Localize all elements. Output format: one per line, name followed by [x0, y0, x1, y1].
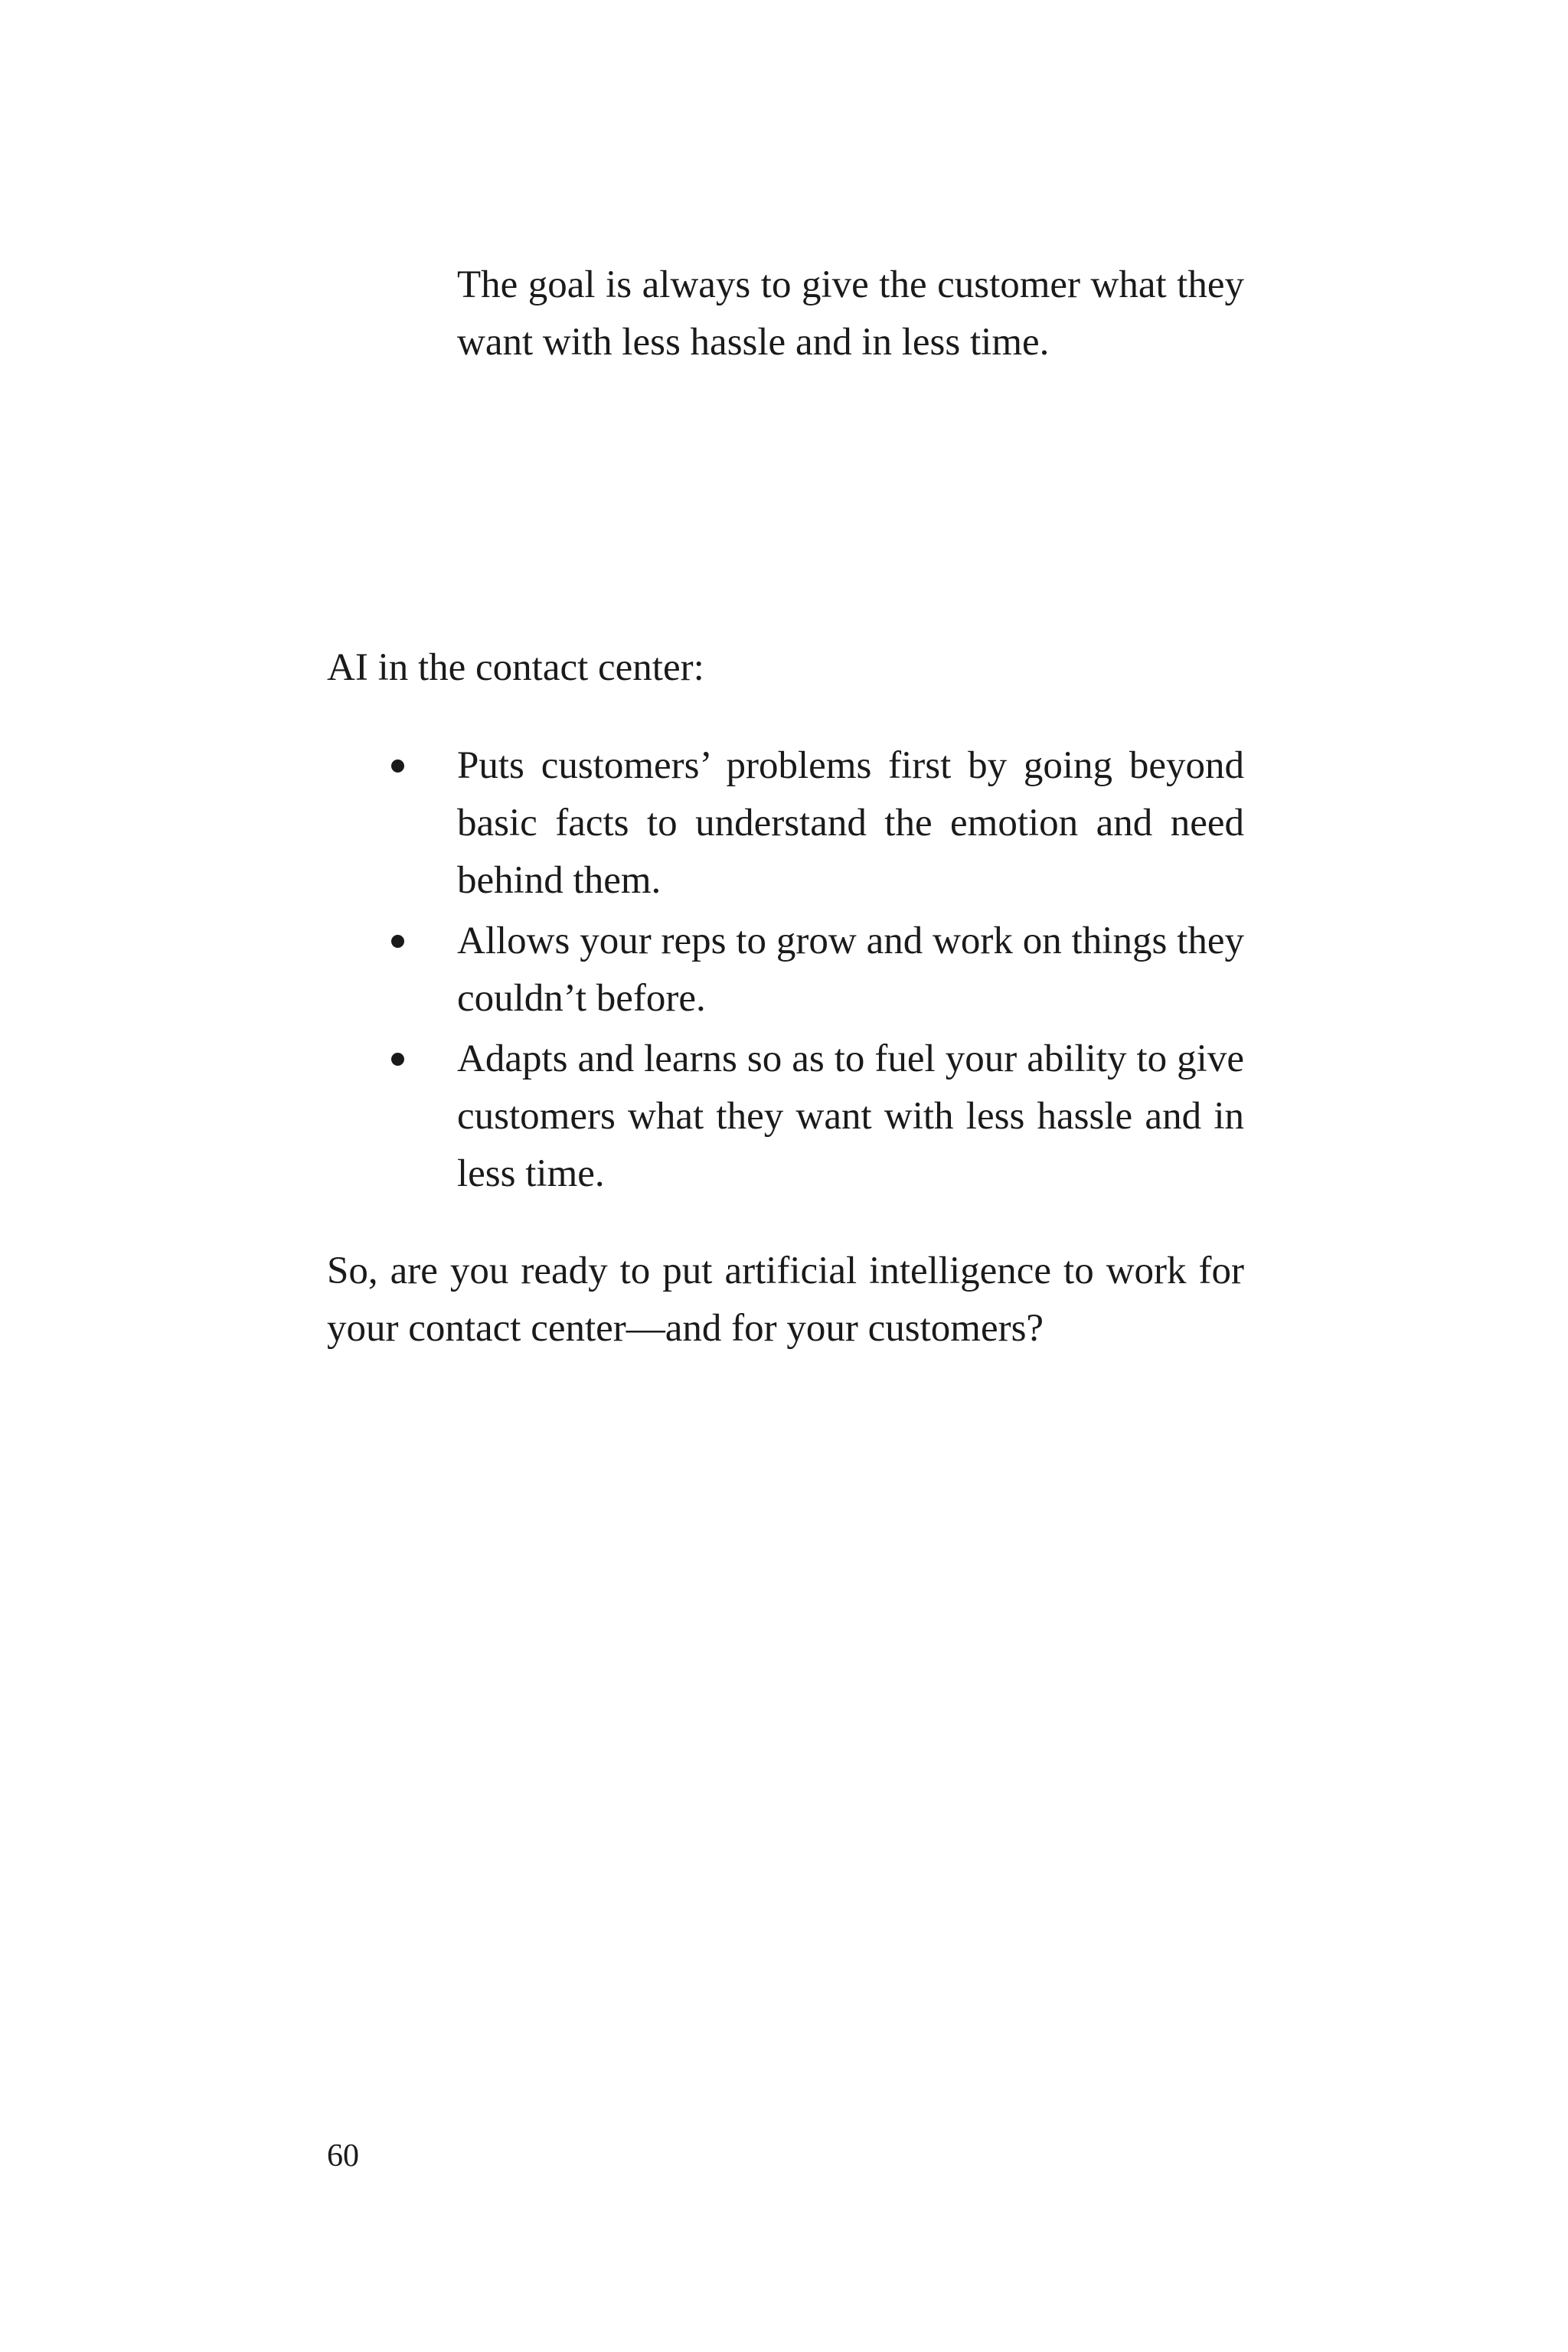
bullet-icon: [391, 1053, 404, 1066]
bullet-list: [327, 737, 1244, 1206]
bullet-text: Allows your reps to grow and work on things they couldn’t before.: [457, 920, 1244, 1020]
closing-paragraph: So, are you ready to put artificial intelligence to work for your contact center—and for your customers?: [327, 1250, 1244, 1350]
bullet-item: [327, 737, 1244, 910]
bullet-text: Puts customers’ problems first by going beyond basic facts to understand the emotion and need behind them.: [457, 744, 1244, 902]
bullet-item: [327, 1031, 1244, 1203]
page-number: 60: [327, 2138, 359, 2174]
bullet-item: [327, 913, 1244, 1027]
indented-quote-paragraph: The goal is always to give the customer what they want with less hassle and in less time.: [457, 263, 1244, 364]
bullet-icon: [391, 935, 404, 948]
section-intro-line: AI in the contact center:: [327, 646, 704, 689]
bullet-text: Adapts and learns so as to fuel your ability to give customers what they want with less hassle and in less time.: [457, 1037, 1244, 1195]
bullet-icon: [391, 760, 404, 773]
